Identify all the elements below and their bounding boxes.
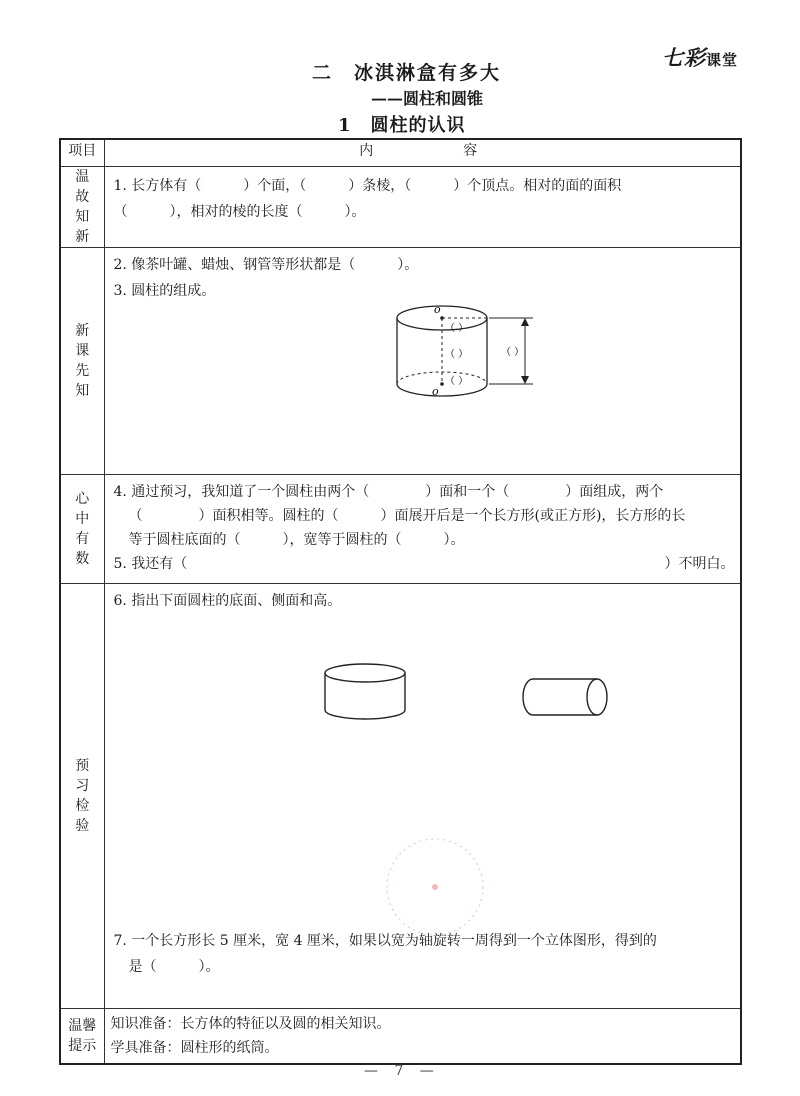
column-header-content: 内 容 — [104, 139, 741, 167]
section-preview-check — [60, 584, 741, 1009]
question-5-end: ）不明白。 — [664, 556, 735, 572]
question-1-cont: （ ），相对的棱的长度（ ）。 — [113, 204, 366, 220]
blank-top: （ ） — [444, 323, 468, 334]
question-7-cont: 是（ ）。 — [128, 959, 220, 975]
blank-side: （ ） — [444, 349, 468, 360]
section-label: 温馨 提示 — [60, 1009, 104, 1065]
section-review — [60, 167, 741, 248]
section-label: 新 课 先 知 — [60, 248, 104, 475]
lesson-title: 1 圆柱的认识 — [338, 115, 466, 136]
section-label: 心 中 有 数 — [60, 475, 104, 584]
section-tips — [60, 1009, 741, 1065]
unit-subtitle: ——圆柱和圆锥 — [371, 89, 484, 108]
question-7: 7. 一个长方形长 5 厘米，宽 4 厘米，如果以宽为轴旋转一周得到一个立体图形，得到的 — [113, 933, 657, 949]
cylinder-diagram — [395, 304, 545, 414]
section-label: 温 故 知 新 — [60, 167, 104, 248]
center-label-bottom: o — [431, 385, 439, 398]
blank-height: （ ） — [500, 347, 524, 358]
question-1: 1. 长方体有（ ）个面，（ ）条棱，（ ）个顶点。相对的面的面积 — [113, 178, 622, 194]
section-content — [104, 248, 741, 475]
watermark-stamp — [375, 832, 495, 942]
section-content — [104, 475, 741, 584]
question-6: 6. 指出下面圆柱的底面、侧面和高。 — [113, 593, 342, 609]
section-content — [104, 167, 741, 248]
section-content — [104, 584, 741, 1009]
section-content — [104, 1009, 741, 1065]
tip-tools: 学具准备：圆柱形的纸筒。 — [110, 1040, 279, 1056]
brand-logo: 七彩课堂 — [661, 46, 738, 70]
unit-title: 二 冰淇淋盒有多大 — [312, 62, 502, 84]
column-header-item: 项目 — [60, 139, 104, 167]
worksheet-table — [59, 138, 742, 1065]
section-new-lesson — [60, 248, 741, 475]
lying-cylinder — [519, 676, 611, 718]
upright-cylinder — [323, 662, 409, 722]
question-4: 4. 通过预习，我知道了一个圆柱由两个（ ）面和一个（ ）面组成，两个 — [113, 484, 664, 500]
question-5: 5. 我还有（ — [113, 556, 188, 572]
tip-knowledge: 知识准备：长方体的特征以及圆的相关知识。 — [110, 1016, 391, 1032]
question-2: 2. 像茶叶罐、蜡烛、钢管等形状都是（ ）。 — [113, 257, 419, 273]
question-4-cont2: 等于圆柱底面的（ ），宽等于圆柱的（ ）。 — [128, 532, 465, 548]
blank-bottom: （ ） — [444, 376, 468, 387]
section-confidence — [60, 475, 741, 584]
center-label-top: o — [433, 304, 441, 316]
page-number: — 7 — — [364, 1063, 440, 1079]
section-label: 预 习 检 验 — [60, 584, 104, 1009]
question-4-cont: （ ）面积相等。圆柱的（ ）面展开后是一个长方形(或正方形)，长方形的长 — [128, 508, 686, 524]
question-3: 3. 圆柱的组成。 — [113, 283, 216, 299]
